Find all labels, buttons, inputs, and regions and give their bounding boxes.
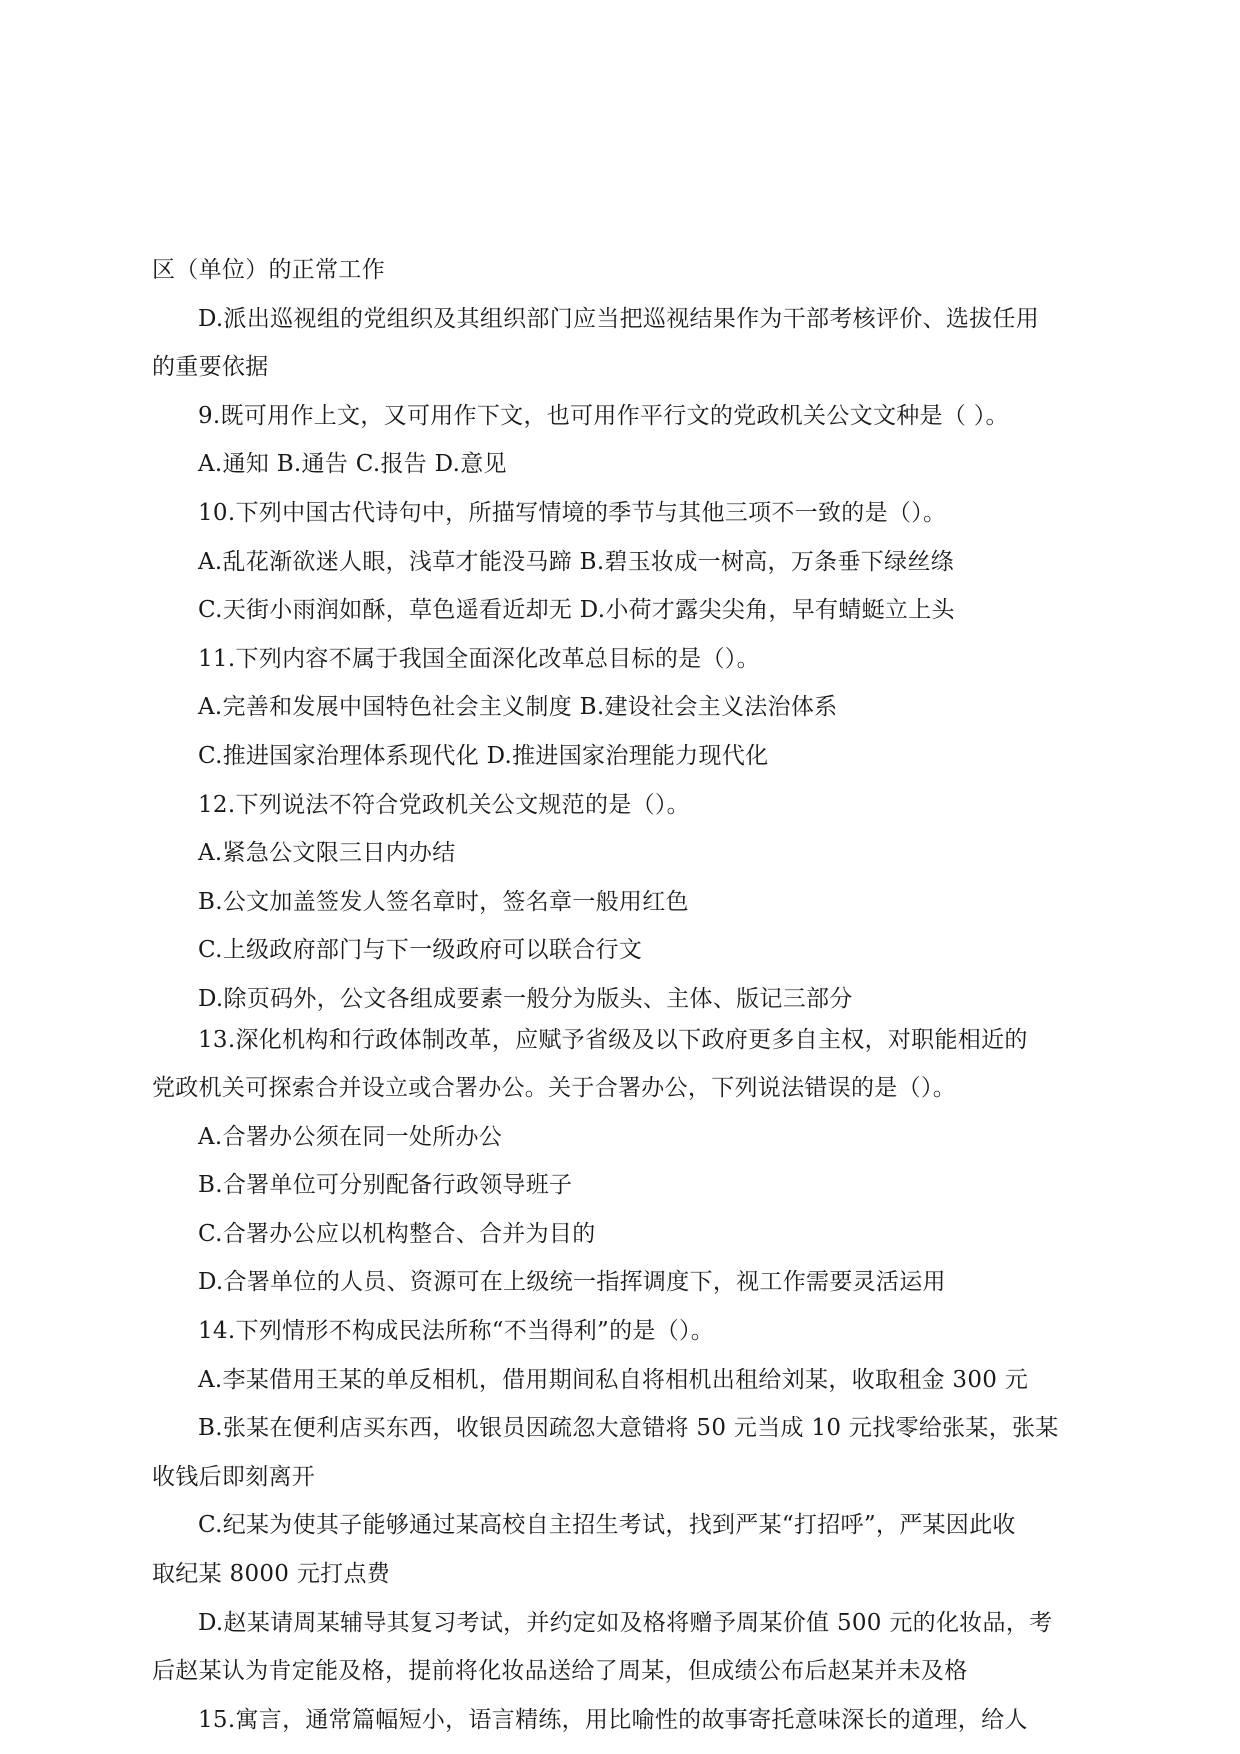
option-line: B.张某在便利店买东西，收银员因疏忽大意错将 50 元当成 10 元找零给张某，张某 <box>198 1415 1059 1442</box>
option-line: D.赵某请周某辅导其复习考试，并约定如及格将赠予周某价值 500 元的化妆品，考 <box>198 1609 1053 1636</box>
option-line: C.推进国家治理体系现代化 D.推进国家治理能力现代化 <box>198 742 769 769</box>
option-line: D.合署单位的人员、资源可在上级统一指挥调度下，视工作需要灵活运用 <box>198 1269 946 1296</box>
option-line: A.合署办公须在同一处所办公 <box>198 1123 503 1150</box>
text-line: 的重要依据 <box>152 354 269 381</box>
question-9: 9.既可用作上文，又可用作下文，也可用作平行文的党政机关公文文种是（ ）。 <box>198 402 1009 429</box>
option-line: B.公文加盖签发人签名章时，签名章一般用红色 <box>198 888 689 915</box>
option-line: C.天街小雨润如酥，草色遥看近却无 D.小荷才露尖尖角，早有蜻蜓立上头 <box>198 597 955 624</box>
question-14: 14.下列情形不构成民法所称“不当得利”的是（）。 <box>198 1318 715 1345</box>
text-line: 区（单位）的正常工作 <box>152 257 385 283</box>
option-line: B.合署单位可分别配备行政领导班子 <box>198 1172 573 1199</box>
question-13: 13.深化机构和行政体制改革，应赋予省级及以下政府更多自主权，对职能相近的 <box>198 1026 1028 1053</box>
option-line: A.乱花渐欲迷人眼，浅草才能没马蹄 B.碧玉妆成一树高，万条垂下绿丝绦 <box>198 548 954 575</box>
text-line: 后赵某认为肯定能及格，提前将化妆品送给了周某，但成绩公布后赵某并未及格 <box>152 1658 968 1685</box>
question-11: 11.下列内容不属于我国全面深化改革总目标的是（）。 <box>198 645 760 672</box>
option-line: C.合署办公应以机构整合、合并为目的 <box>198 1220 596 1247</box>
text-line: 取纪某 8000 元打点费 <box>152 1561 391 1588</box>
option-line: D.派出巡视组的党组织及其组织部门应当把巡视结果作为干部考核评价、选拔任用 <box>198 305 1040 332</box>
option-line: C.上级政府部门与下一级政府可以联合行文 <box>198 937 643 964</box>
page-body <box>152 246 1102 1744</box>
option-line: C.纪某为使其子能够通过某高校自主招生考试，找到严某“打招呼”，严某因此收 <box>198 1512 1016 1539</box>
question-12: 12.下列说法不符合党政机关公文规范的是（）。 <box>198 791 690 818</box>
text-line: 党政机关可探索合并设立或合署办公。关于合署办公，下列说法错误的是（）。 <box>152 1075 956 1102</box>
option-line: A.通知 B.通告 C.报告 D.意见 <box>198 451 507 478</box>
option-line: A.李某借用王某的单反相机，借用期间私自将相机出租给刘某，收取租金 300 元 <box>198 1366 1029 1393</box>
option-line: A.完善和发展中国特色社会主义制度 B.建设社会主义法治体系 <box>198 694 838 721</box>
option-line: A.紧急公文限三日内办结 <box>198 840 456 867</box>
question-10: 10.下列中国古代诗句中，所描写情境的季节与其他三项不一致的是（）。 <box>198 499 947 526</box>
option-line: D.除页码外，公文各组成要素一般分为版头、主体、版记三部分 <box>198 985 853 1012</box>
question-15: 15.寓言，通常篇幅短小，语言精练，用比喻性的故事寄托意味深长的道理，给人 <box>198 1706 1028 1733</box>
text-line: 收钱后即刻离开 <box>152 1463 316 1490</box>
